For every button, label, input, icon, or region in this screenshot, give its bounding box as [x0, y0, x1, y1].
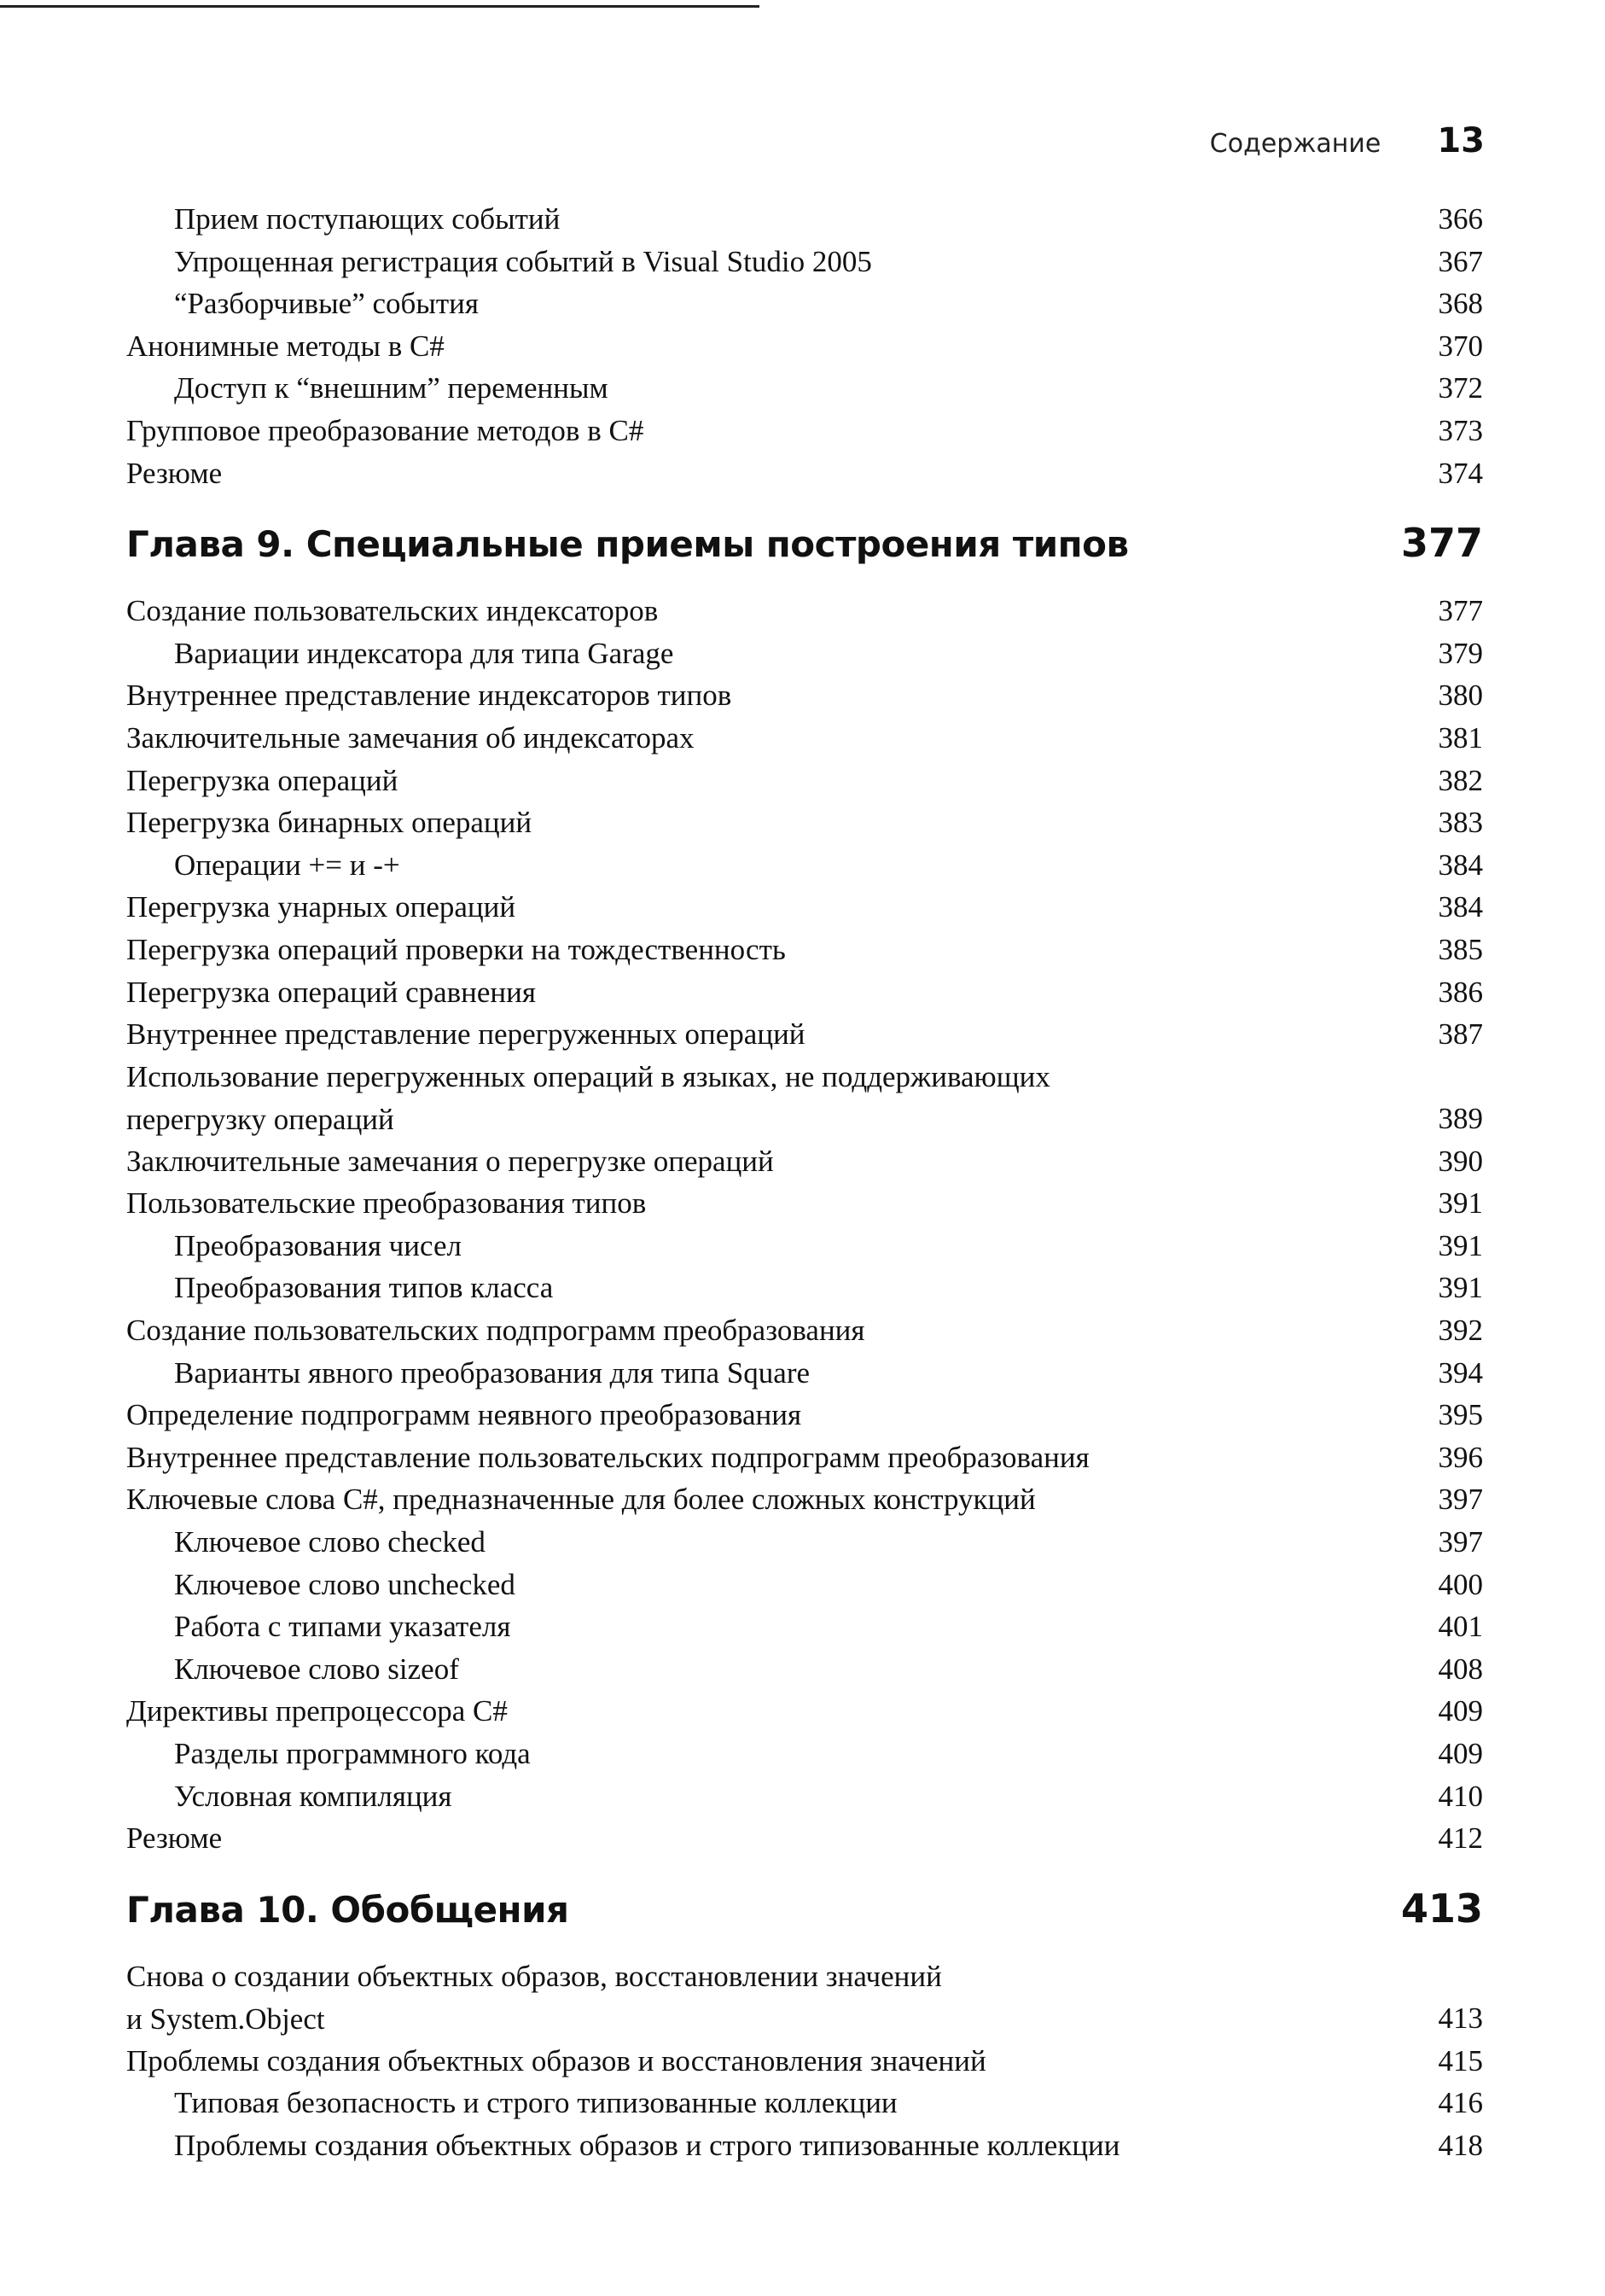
- toc-entry[interactable]: [126, 410, 1483, 452]
- toc-entry-title-line1: Снова о создании объектных образов, восстановлении значений: [126, 1959, 942, 1993]
- toc-entry-title: Создание пользовательских индексаторов: [126, 594, 659, 628]
- toc-entry-title: [126, 1955, 1355, 2041]
- toc-entry-page: 367: [1438, 244, 1483, 278]
- toc-entry-page: 373: [1438, 413, 1483, 447]
- toc-entry[interactable]: [126, 241, 1483, 283]
- toc-entry[interactable]: [126, 801, 1483, 844]
- toc-entry-title: Проблемы создания объектных образов и восстановления значений: [126, 2043, 986, 2077]
- toc-entry[interactable]: [126, 367, 1483, 410]
- toc-entry-page: 391: [1438, 1186, 1483, 1221]
- toc-entry-page: 372: [1438, 371, 1483, 405]
- toc-entry-page: 379: [1438, 636, 1483, 670]
- toc-block-conversions: [126, 1140, 1483, 1860]
- toc-entry-page: 382: [1438, 763, 1483, 797]
- toc-entry-title-line2: перегрузку операций: [126, 1102, 394, 1136]
- toc-entry-title: Внутреннее представление пользовательских подпрограмм преобразования: [126, 1440, 1090, 1474]
- toc-entry-title: Определение подпрограмм неявного преобразования: [126, 1398, 802, 1432]
- toc-entry-page: 408: [1438, 1652, 1483, 1686]
- toc-entry-title: Ключевое слово checked: [174, 1525, 486, 1559]
- chapter-heading-10[interactable]: [126, 1860, 1483, 1955]
- toc-entry-title: Проблемы создания объектных образов и строго типизованные коллекции: [174, 2128, 1120, 2162]
- toc-entry[interactable]: [126, 198, 1483, 241]
- toc-entry-page: 410: [1438, 1779, 1483, 1813]
- toc-entry-page: 386: [1438, 975, 1483, 1009]
- toc-entry-title: Ключевое слово unchecked: [174, 1567, 515, 1601]
- toc-entry[interactable]: [126, 2040, 1483, 2083]
- toc-entry-page: 381: [1438, 720, 1483, 755]
- toc-entry-page: 384: [1438, 848, 1483, 882]
- table-of-contents: [126, 198, 1483, 2167]
- toc-entry-title: Резюме: [126, 1821, 223, 1856]
- toc-entry-title: Внутреннее представление перегруженных операций: [126, 1017, 805, 1052]
- toc-entry-title: Прием поступающих событий: [174, 202, 561, 236]
- toc-entry[interactable]: [126, 325, 1483, 368]
- running-header: [1109, 121, 1485, 160]
- toc-entry[interactable]: [126, 1775, 1483, 1818]
- toc-entry[interactable]: [126, 717, 1483, 760]
- toc-entry-page: 383: [1438, 806, 1483, 840]
- toc-entry-page: 415: [1438, 2043, 1483, 2077]
- toc-entry[interactable]: [126, 929, 1483, 971]
- toc-entry-title: Работа с типами указателя: [174, 1610, 511, 1644]
- toc-entry-title: Преобразования чисел: [174, 1228, 462, 1262]
- toc-entry-page: 391: [1438, 1228, 1483, 1262]
- toc-entry-title: Вариации индексатора для типа Garage: [174, 636, 674, 670]
- toc-entry-title: Перегрузка операций проверки на тождественность: [126, 932, 786, 966]
- toc-entry-title: Внутреннее представление индексаторов типов: [126, 679, 732, 713]
- toc-entry[interactable]: [126, 760, 1483, 802]
- toc-entry[interactable]: [126, 590, 1483, 632]
- toc-entry-title: Доступ к “внешним” переменным: [174, 371, 608, 405]
- toc-entry-title: Упрощенная регистрация событий в Visual Studio 2005: [174, 244, 872, 278]
- toc-entry-page: 396: [1438, 1440, 1483, 1474]
- toc-entry-page: 413: [1438, 2001, 1483, 2035]
- toc-entry-title: Пользовательские преобразования типов: [126, 1186, 647, 1221]
- toc-block-generics: [126, 2040, 1483, 2167]
- toc-entry-page: 416: [1438, 2086, 1483, 2120]
- toc-entry-title: Типовая безопасность и строго типизованные коллекции: [174, 2086, 898, 2120]
- toc-entry[interactable]: [126, 283, 1483, 325]
- toc-entry[interactable]: [126, 1564, 1483, 1606]
- toc-entry-page: 385: [1438, 932, 1483, 966]
- toc-entry[interactable]: [126, 2124, 1483, 2167]
- toc-entry-page: 397: [1438, 1483, 1483, 1517]
- toc-entry-title: Перегрузка операций: [126, 763, 398, 797]
- toc-entry[interactable]: [126, 1394, 1483, 1436]
- chapter-heading-9[interactable]: [126, 494, 1483, 590]
- chapter-page: 377: [1400, 520, 1483, 567]
- toc-block-indexers: [126, 590, 1483, 1056]
- toc-entry[interactable]: [126, 1690, 1483, 1733]
- toc-entry[interactable]: [126, 1352, 1483, 1395]
- toc-entry[interactable]: [126, 971, 1483, 1014]
- toc-entry-page: 392: [1438, 1314, 1483, 1348]
- toc-entry-page: 380: [1438, 679, 1483, 713]
- toc-entry-title: Перегрузка операций сравнения: [126, 975, 536, 1009]
- toc-entry-page: 391: [1438, 1271, 1483, 1305]
- toc-entry-title: Преобразования типов класса: [174, 1271, 554, 1305]
- toc-entry-page: 397: [1438, 1525, 1483, 1559]
- toc-entry-page: 412: [1438, 1821, 1483, 1856]
- toc-entry-title: Перегрузка унарных операций: [126, 890, 516, 924]
- toc-entry-title: Ключевые слова C#, предназначенные для более сложных конструкций: [126, 1483, 1036, 1517]
- toc-entry-title: [126, 1056, 1355, 1141]
- toc-entry[interactable]: [126, 1056, 1483, 1140]
- toc-entry-title-line1: Использование перегруженных операций в языках, не поддерживающих: [126, 1059, 1050, 1093]
- toc-entry[interactable]: [126, 1140, 1483, 1183]
- toc-entry[interactable]: [126, 886, 1483, 929]
- toc-entry[interactable]: [126, 844, 1483, 887]
- chapter-title: Глава 10. Обобщения: [126, 1888, 569, 1931]
- toc-entry-title: “Разборчивые” события: [174, 287, 479, 321]
- toc-entry[interactable]: [126, 1225, 1483, 1267]
- toc-entry-page: 418: [1438, 2128, 1483, 2162]
- toc-entry-title: Создание пользовательских подпрограмм преобразования: [126, 1314, 865, 1348]
- toc-entry[interactable]: [126, 2082, 1483, 2124]
- toc-entry-title: Анонимные методы в C#: [126, 329, 445, 363]
- toc-entry[interactable]: [126, 1267, 1483, 1309]
- toc-entry[interactable]: [126, 1478, 1483, 1521]
- chapter-page: 413: [1400, 1885, 1483, 1932]
- toc-entry-title: Условная компиляция: [174, 1779, 452, 1813]
- toc-entry-title: Варианты явного преобразования для типа Square: [174, 1355, 811, 1390]
- toc-entry[interactable]: [126, 1013, 1483, 1056]
- toc-entry-page: 368: [1438, 287, 1483, 321]
- toc-entry-page: 370: [1438, 329, 1483, 363]
- page-number: 13: [1437, 121, 1485, 160]
- toc-entry-title: Резюме: [126, 456, 223, 490]
- toc-entry-page: 366: [1438, 202, 1483, 236]
- toc-entry[interactable]: [126, 1436, 1483, 1479]
- toc-entry-page: 384: [1438, 890, 1483, 924]
- toc-entry[interactable]: [126, 1309, 1483, 1352]
- toc-entry-title: Заключительные замечания о перегрузке операций: [126, 1144, 774, 1178]
- section-label: Содержание: [1209, 129, 1381, 159]
- toc-entry-page: 387: [1438, 1017, 1483, 1052]
- toc-entry-page: 389: [1438, 1101, 1483, 1135]
- toc-entry[interactable]: [126, 674, 1483, 717]
- toc-entry-page: 390: [1438, 1144, 1483, 1178]
- toc-entry-page: 409: [1438, 1694, 1483, 1728]
- toc-entry[interactable]: [126, 1521, 1483, 1564]
- toc-entry[interactable]: [126, 452, 1483, 495]
- toc-entry-title: Ключевое слово sizeof: [174, 1652, 459, 1686]
- chapter-title: Глава 9. Специальные приемы построения типов: [126, 523, 1129, 566]
- toc-entry-page: 401: [1438, 1610, 1483, 1644]
- toc-entry[interactable]: [126, 1955, 1483, 2040]
- toc-entry[interactable]: [126, 1605, 1483, 1648]
- toc-entry[interactable]: [126, 1182, 1483, 1225]
- toc-entry-page: 394: [1438, 1355, 1483, 1390]
- toc-entry-title: Групповое преобразование методов в C#: [126, 413, 644, 447]
- toc-entry-page: 395: [1438, 1398, 1483, 1432]
- toc-entry[interactable]: [126, 1733, 1483, 1775]
- toc-entry-page: 400: [1438, 1567, 1483, 1601]
- toc-entry-title: Разделы программного кода: [174, 1737, 531, 1770]
- toc-entry-title: Директивы препроцессора C#: [126, 1694, 508, 1728]
- toc-entry-title-line2: и System.Object: [126, 2002, 325, 2036]
- toc-entry-title: Перегрузка бинарных операций: [126, 806, 532, 840]
- toc-entry[interactable]: [126, 632, 1483, 675]
- toc-entry-page: 377: [1438, 594, 1483, 628]
- toc-entry[interactable]: [126, 1817, 1483, 1860]
- toc-entry-page: 409: [1438, 1737, 1483, 1770]
- toc-entry[interactable]: [126, 1648, 1483, 1691]
- toc-entry-title: Заключительные замечания об индексаторах: [126, 720, 695, 755]
- toc-entry-title: Операции += и -+: [174, 848, 400, 882]
- toc-entry-page: 374: [1438, 456, 1483, 490]
- toc-block-events: [126, 198, 1483, 494]
